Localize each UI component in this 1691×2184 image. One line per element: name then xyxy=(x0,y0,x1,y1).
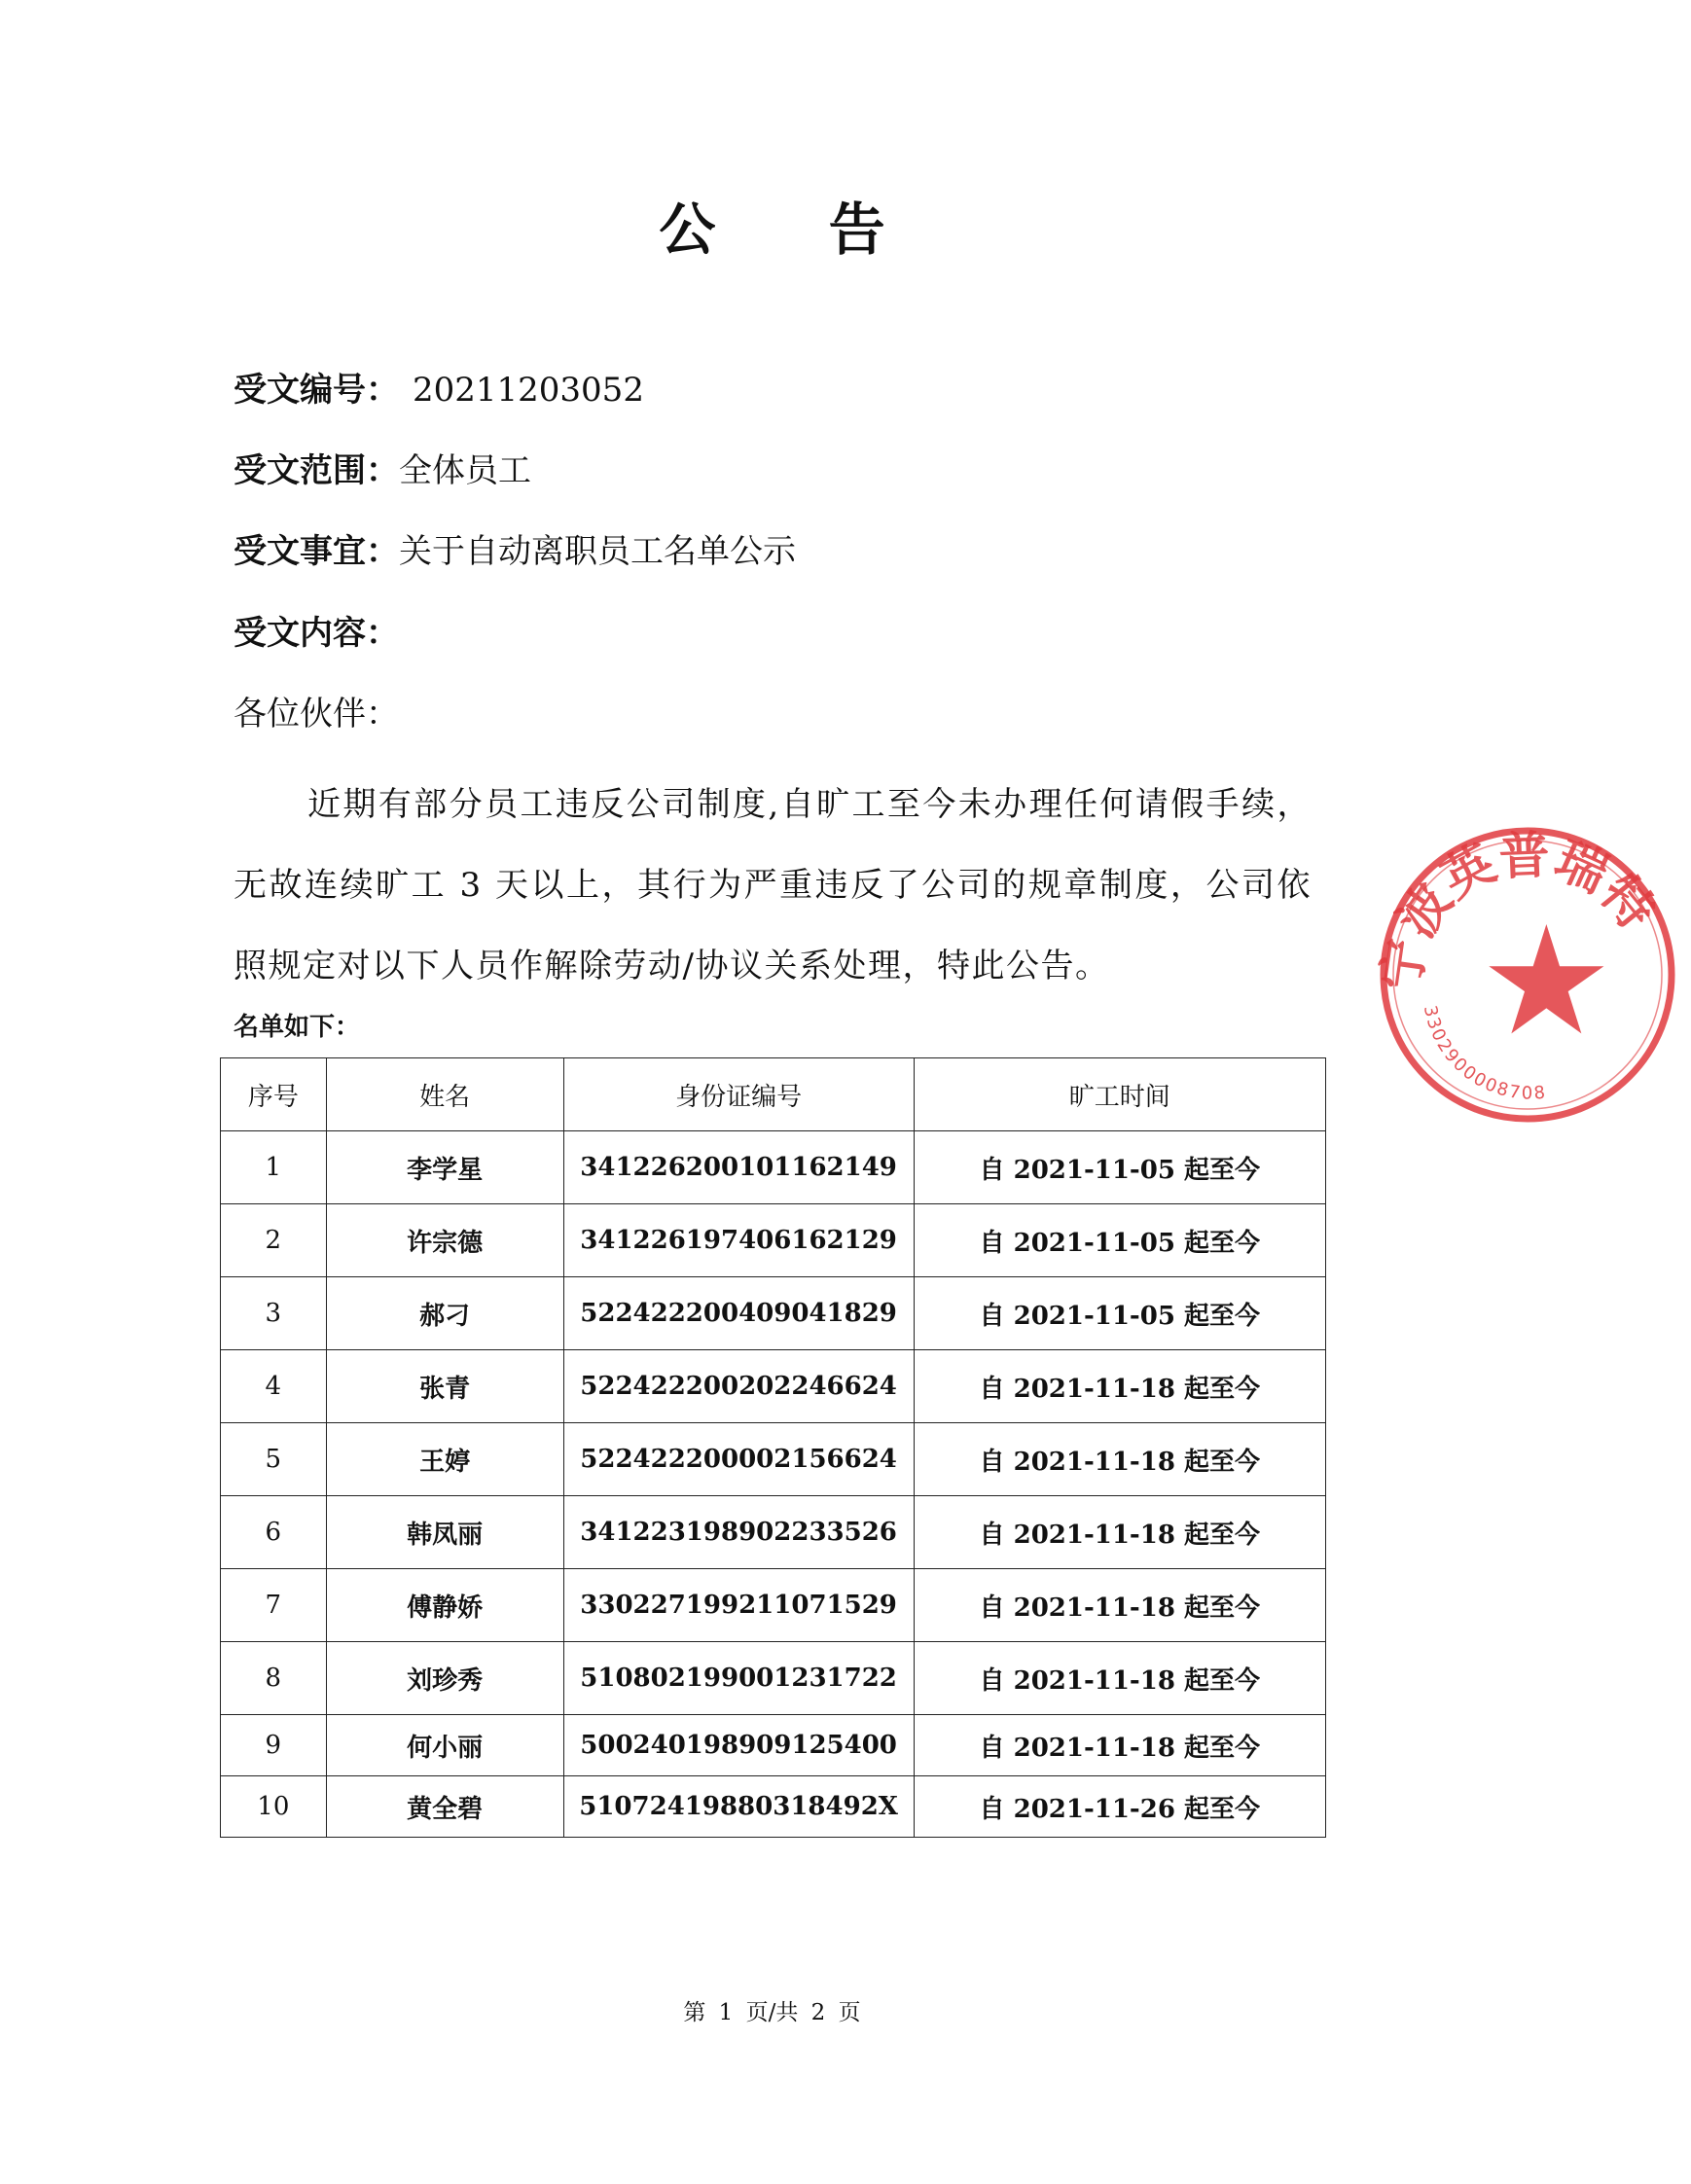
table-row xyxy=(221,1350,1326,1423)
table-row xyxy=(221,1715,1326,1776)
row-time: 自 2021-11-18 起至今 xyxy=(914,1423,1325,1496)
document-number-field xyxy=(234,366,644,414)
row-time: 自 2021-11-05 起至今 xyxy=(914,1277,1325,1350)
row-no: 1 xyxy=(221,1131,327,1204)
company-seal-icon xyxy=(1360,807,1691,1138)
row-no: 6 xyxy=(221,1496,327,1569)
row-id: 510802199001231722 xyxy=(563,1642,914,1715)
table-row xyxy=(221,1204,1326,1277)
page-footer: 第 1 页/共 2 页 xyxy=(683,2000,861,2025)
header-id: 身份证编号 xyxy=(563,1058,914,1131)
row-name: 韩凤丽 xyxy=(326,1496,563,1569)
seal-text: 宁波英普瑞特 xyxy=(1372,826,1666,994)
recipient-scope-label: 受文范围： xyxy=(234,451,399,490)
seal-code: 3302900008708 xyxy=(1419,1003,1549,1104)
row-no: 7 xyxy=(221,1569,327,1642)
row-no: 2 xyxy=(221,1204,327,1277)
table-row xyxy=(221,1423,1326,1496)
row-no: 3 xyxy=(221,1277,327,1350)
roster-table xyxy=(220,1057,1326,1838)
content-label: 受文内容： xyxy=(234,614,399,653)
row-name: 郝刁 xyxy=(326,1277,563,1350)
row-name: 张青 xyxy=(326,1350,563,1423)
row-time: 自 2021-11-18 起至今 xyxy=(914,1715,1325,1776)
document-title: 公 告 xyxy=(659,197,932,263)
row-id: 522422200409041829 xyxy=(563,1277,914,1350)
subject-label: 受文事宜： xyxy=(234,532,399,571)
row-id: 522422200202246624 xyxy=(563,1350,914,1423)
document-number-value: 20211203052 xyxy=(413,371,644,410)
subject-field xyxy=(234,527,796,576)
row-name: 王婷 xyxy=(326,1423,563,1496)
row-name: 刘珍秀 xyxy=(326,1642,563,1715)
row-no: 8 xyxy=(221,1642,327,1715)
table-header-row xyxy=(221,1058,1326,1131)
row-time: 自 2021-11-05 起至今 xyxy=(914,1131,1325,1204)
row-time: 自 2021-11-18 起至今 xyxy=(914,1569,1325,1642)
row-time: 自 2021-11-18 起至今 xyxy=(914,1642,1325,1715)
row-id: 51072419880318492X xyxy=(563,1776,914,1838)
recipient-scope-value: 全体员工 xyxy=(399,451,531,490)
list-heading: 名单如下： xyxy=(234,1013,361,1042)
table-row xyxy=(221,1131,1326,1204)
row-name: 黄全碧 xyxy=(326,1776,563,1838)
recipient-scope-field xyxy=(234,447,531,495)
table-row xyxy=(221,1496,1326,1569)
row-time: 自 2021-11-18 起至今 xyxy=(914,1496,1325,1569)
header-absence-time: 旷工时间 xyxy=(914,1058,1325,1131)
row-time: 自 2021-11-26 起至今 xyxy=(914,1776,1325,1838)
row-name: 何小丽 xyxy=(326,1715,563,1776)
row-id: 500240198909125400 xyxy=(563,1715,914,1776)
row-time: 自 2021-11-05 起至今 xyxy=(914,1204,1325,1277)
row-name: 许宗德 xyxy=(326,1204,563,1277)
row-name: 傅静娇 xyxy=(326,1569,563,1642)
document-number-label: 受文编号： xyxy=(234,371,399,410)
row-no: 5 xyxy=(221,1423,327,1496)
greeting: 各位伙伴： xyxy=(234,695,399,734)
row-time: 自 2021-11-18 起至今 xyxy=(914,1350,1325,1423)
subject-value: 关于自动离职员工名单公示 xyxy=(399,532,796,571)
row-id: 522422200002156624 xyxy=(563,1423,914,1496)
row-id: 341226197406162129 xyxy=(563,1204,914,1277)
table-row xyxy=(221,1569,1326,1642)
row-id: 330227199211071529 xyxy=(563,1569,914,1642)
notice-body: 近期有部分员工违反公司制度,自旷工至今未办理任何请假手续，无故连续旷工 3 天以上，其行为严重违反了公司的规章制度，公司依照规定对以下人员作解除劳动/协议关系处理，特此公告。 xyxy=(234,785,1312,985)
table-row xyxy=(221,1642,1326,1715)
content-field xyxy=(234,609,399,658)
table-row xyxy=(221,1277,1326,1350)
row-id: 341223198902233526 xyxy=(563,1496,914,1569)
row-no: 9 xyxy=(221,1715,327,1776)
header-name: 姓名 xyxy=(326,1058,563,1131)
table-row xyxy=(221,1776,1326,1838)
header-no: 序号 xyxy=(221,1058,327,1131)
row-no: 4 xyxy=(221,1350,327,1423)
row-id: 341226200101162149 xyxy=(563,1131,914,1204)
row-name: 李学星 xyxy=(326,1131,563,1204)
row-no: 10 xyxy=(221,1776,327,1838)
